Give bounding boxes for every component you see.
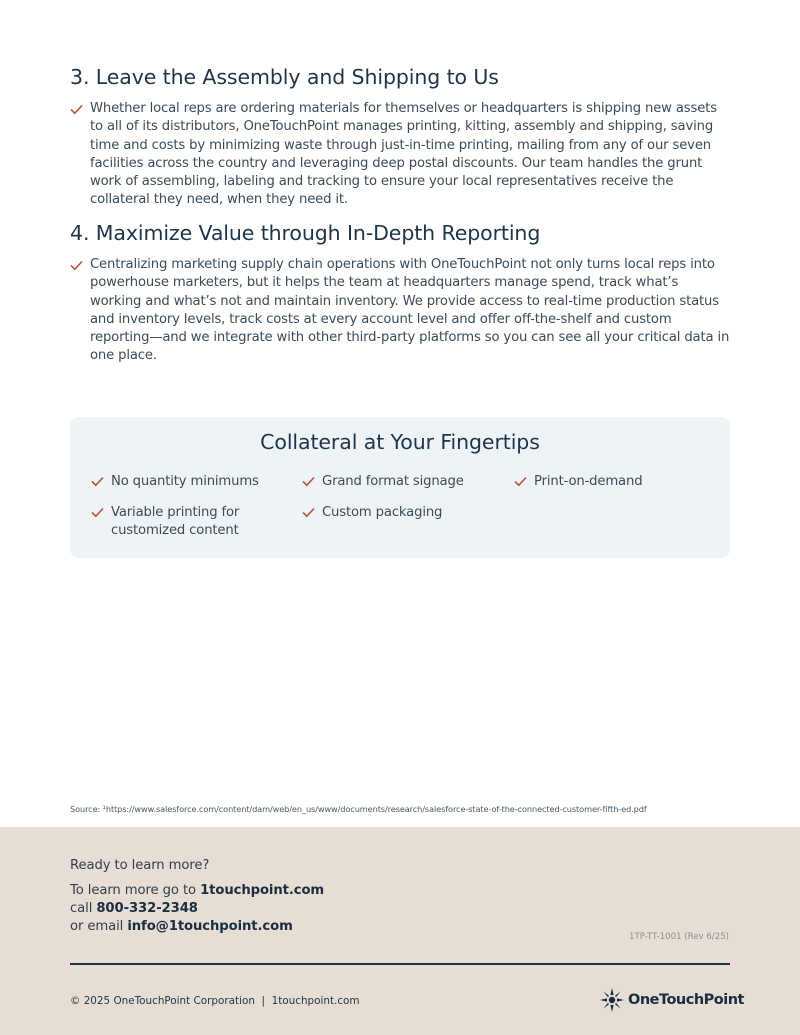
logo-text: OneTouchPoint — [628, 992, 744, 1008]
source-footnote: Source: ¹https://www.salesforce.com/content/dam/web/en_us/www/documents/research/salesforce-state-of-the-connected-customer-fifth-ed.pdf — [70, 804, 647, 814]
section-heading: 4. Maximize Value through In-Depth Reporting — [70, 221, 541, 245]
document-id: 1TP-TT-1001 (Rev 6/25) — [629, 932, 729, 942]
website-line — [70, 882, 324, 900]
feature-text: No quantity minimums — [111, 474, 259, 489]
feature-text: Grand format signage — [322, 474, 464, 489]
feature-text: Print-on-demand — [534, 474, 643, 489]
contact-block — [70, 882, 324, 937]
callout-title: Collateral at Your Fingertips — [260, 430, 540, 454]
feature-item — [91, 473, 301, 491]
bullet-item — [70, 256, 730, 366]
onetouchpoint-logo-icon — [600, 988, 624, 1012]
section-assembly-shipping — [70, 64, 730, 210]
checkmark-icon — [302, 507, 315, 518]
feature-item — [514, 473, 724, 491]
feature-item — [302, 473, 512, 491]
feature-text: Variable printing for customized content — [111, 505, 240, 539]
checkmark-icon — [70, 260, 83, 271]
website-prefix: To learn more go to — [70, 883, 201, 898]
checkmark-icon — [91, 507, 104, 518]
phone-prefix: call — [70, 901, 97, 917]
email-prefix: or email — [70, 919, 128, 935]
bullet-text: Centralizing marketing supply chain operations with OneTouchPoint not only turns local reps into powerhouse marketers, but it helps the team at headquarters manage spend, track what’s working and what’s not and maintain inventory. We provide access to real-time production status and inventory levels, track costs at every account level and offer off-the-shelf and custom reporting—and we integrate with other third-party platforms so you can see all your critical data in one place. — [90, 257, 730, 364]
footer — [0, 827, 800, 1035]
email-link[interactable]: info@1touchpoint.com — [127, 919, 293, 935]
footer-divider — [70, 963, 730, 965]
section-reporting — [70, 220, 730, 366]
cta-heading: Ready to learn more? — [70, 858, 210, 873]
bullet-item — [70, 100, 730, 210]
checkmark-icon — [302, 476, 315, 487]
company-logo — [600, 988, 744, 1012]
checkmark-icon — [514, 476, 527, 487]
bullet-text: Whether local reps are ordering materials for themselves or headquarters is shipping new assets to all of its distributors, OneTouchPoint manages printing, kitting, assembly and shipping, saving time and costs by minimizing waste through just-in-time printing, mailing from any of our seven facilities across the country and leveraging deep postal discounts. Our team handles the grunt work of assembling, labeling and tracking to ensure your local representatives receive the collateral they need, when they need it. — [90, 101, 717, 208]
checkmark-icon — [70, 104, 83, 115]
feature-item — [302, 504, 512, 522]
phone-link[interactable]: 800-332-2348 — [96, 901, 198, 917]
feature-text: Custom packaging — [322, 505, 443, 520]
phone-line — [70, 900, 324, 918]
website-link[interactable]: 1touchpoint.com — [200, 883, 325, 898]
copyright: © 2025 OneTouchPoint Corporation | 1touchpoint.com — [70, 995, 360, 1007]
email-line — [70, 918, 324, 936]
checkmark-icon — [91, 476, 104, 487]
features-callout — [70, 417, 730, 558]
section-heading: 3. Leave the Assembly and Shipping to Us — [70, 65, 499, 89]
feature-item — [91, 504, 271, 541]
